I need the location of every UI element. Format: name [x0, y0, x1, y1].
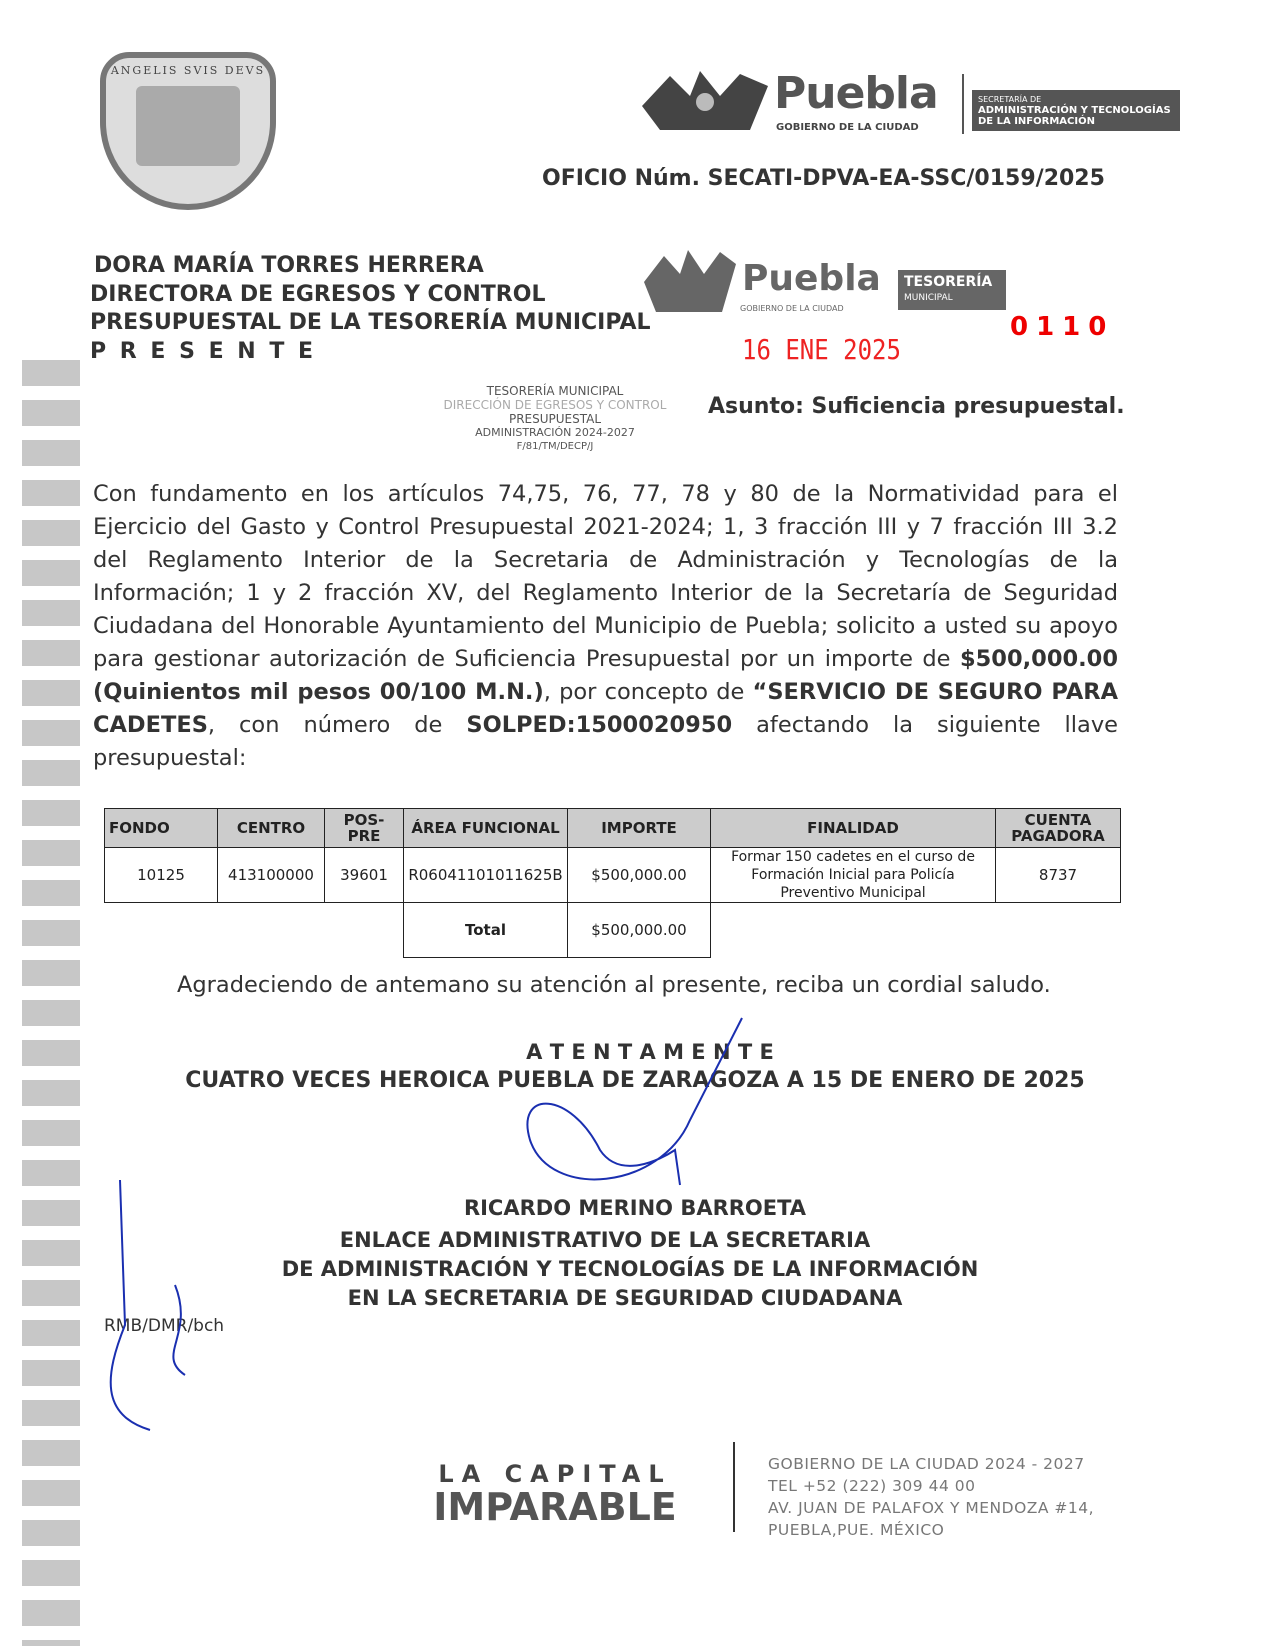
table-header-row: FONDO CENTRO POS-PRE ÁREA FUNCIONAL IMPORTE FINALIDAD CUENTA PAGADORA [105, 809, 1121, 848]
handwritten-signature [510, 1010, 750, 1210]
signer-name: RICARDO MERINO BARROETA [463, 1196, 807, 1220]
footer-contact-info: GOBIERNO DE LA CIUDAD 2024 - 2027 TEL +52 (222) 309 44 00 AV. JUAN DE PALAFOX Y MENDOZA #14, PUEBLA,PUE. MÉXICO [768, 1455, 1095, 1539]
city-emblem-icon [640, 66, 770, 132]
received-date-stamp: 16 ENE 2025 [742, 333, 901, 367]
tesoreria-received-stamp: Puebla GOBIERNO DE LA CIUDAD TESORERÍA MUNICIPAL [642, 244, 972, 314]
received-stamp-text: TESORERÍA MUNICIPAL DIRECCIÓN DE EGRESOS Y CONTROL PRESUPUESTAL ADMINISTRACIÓN 2024-2027 F/81/TM/DECP/J [443, 384, 667, 452]
table-total-row: Total $500,000.00 [105, 903, 1121, 958]
signer-title-2: DE ADMINISTRACIÓN Y TECNOLOGÍAS DE LA INFORMACIÓN [281, 1257, 979, 1281]
signer-title-3: EN LA SECRETARIA DE SEGURIDAD CIUDADANA [347, 1286, 903, 1310]
signer-title: ENLACE ADMINISTRATIVO DE LA SECRETARIA [339, 1228, 871, 1252]
body-paragraph: Con fundamento en los artículos 74,75, 76, 77, 78 y 80 de la Normatividad para el Ejercicio del Gasto y Control Presupuestal 2021-2024; 1, 3 fracción III y 7 fracción III 3.2 del Reglamento Interior de la Secretaria de Administración y Tecnologías de la Información; 1 y 2 fracción XV, del Reglamento Interior de la Secretaría de Seguridad Ciudadana del Honorable Ayuntamiento del Municipio de Puebla; solicito a usted su apoyo para gestionar autorización de Suficiencia Presupuestal por un importe de $500,000.00 (Quinientos mil pesos 00/100 M.N.), por concepto de “SERVICIO DE SEGURO PARA CADETES, con número de SOLPED:1500020950 afectando la siguiente llave presupuestal: [93, 481, 1118, 771]
addressee-block: DORA MARÍA TORRES HERRERA DIRECTORA DE EGRESOS Y CONTROL PRESUPUESTAL DE LA TESORERÍA MUNICIPAL P R E S E N T E [90, 253, 651, 364]
budget-key-table [104, 808, 1121, 958]
logo-subtitle: GOBIERNO DE LA CIUDAD [776, 122, 919, 133]
stamp-emblem-icon [642, 246, 737, 312]
place-date: CUATRO VECES HEROICA PUEBLA DE ZARAGOZA A 15 DE ENERO DE 2025 [185, 1068, 1085, 1093]
table-row: 10125 413100000 39601 R06041101011625B $500,000.00 Formar 150 cadetes en el curso de Formación Inicial para Policía Preventivo Municipal 8737 [105, 848, 1121, 903]
initials: RMB/DMR/bch [104, 1316, 225, 1336]
logo-name: Puebla [774, 68, 938, 119]
folio-number-stamp: 0110 [1010, 312, 1115, 342]
department-label: SECRETARÍA DE ADMINISTRACIÓN Y TECNOLOGÍAS DE LA INFORMACIÓN [972, 90, 1180, 131]
city-seal-logo: ANGELIS SVIS DEVS [100, 52, 276, 210]
puebla-header-logo [640, 62, 1180, 136]
decorative-border [22, 360, 80, 1646]
closing-line: Agradeciendo de antemano su atención al presente, reciba un cordial saludo. [177, 972, 1051, 998]
initials-scribble [95, 1175, 205, 1435]
la-capital-imparable-logo: LA CAPITAL IMPARABLE [433, 1460, 677, 1529]
oficio-number: OFICIO Núm. SECATI-DPVA-EA-SSC/0159/2025 [542, 166, 1105, 191]
atentamente: A T E N T A M E N T E [526, 1040, 774, 1064]
subject-line: Asunto: Suficiencia presupuestal. [708, 394, 1125, 419]
